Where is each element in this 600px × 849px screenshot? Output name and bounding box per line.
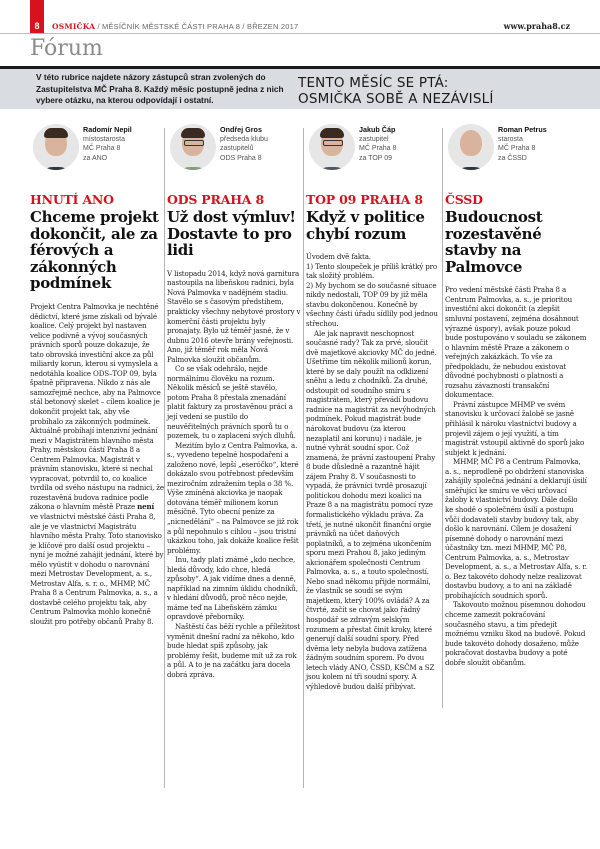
- article-paragraph: Ale jak napravit neschopnost současné rady? Tak za prvé, sloučit dvě majetkové akciovky MČ do jedné. Ušetříme tím několik milionů korun, které by se daly použít na odklizení sněhu a ledu z chodníků. Za druhé, odstoupit od soudního smíru s magistrátem, který převádí budovu radnice na magistrát za nevýhodných podmínek. Pokud magistrát bude nárokovat budovu (za kterou nezaplatil ani korunu) i nadále, je nutné vyhrát soudní spor. Což znamená, že právní zastoupení Prahy 8 bude důsledně a razantně hájit zájem Prahy 8. V současnosti to vypadá, že právníci tvrdě prosazují politickou dohodu mezi koalicí na Praze 8 a na magistrátu pomocí ryze formalistického výkladu práva. Za třetí, je nutné ukončit finanční orgie právníků na účet daňových poplatníků, a to zejména ukončením sporu mezi Prahou 8, jako jediným akcionářem společnosti Centrum Palmovka, a. s., a touto společností. Nebo snad někomu přijde normální, že vlastník se soudí se svým majetkem, který 100% ovládá? A za čtvrté, začít se chovat jako řádný hospodář se zdravým selským rozumem a přestat činit kroky, které generují další soudní spory. Před dvěma lety nebyla budova zatížena žádným soudním sporem. Po dvou letech vlády ANO, ČSSD, KSČM a SZ jsou kolem ní tři soudní spory. A výhledově budou další přibývat.: [306, 328, 437, 691]
- article-headline: Když v politice chybí rozum: [306, 208, 425, 243]
- author-role: ODS Praha 8: [220, 154, 262, 162]
- avatar: [33, 124, 79, 170]
- question-line-1: TENTO MĚSÍC SE PTÁ:: [298, 75, 449, 91]
- magazine-brand: OSMIČKA: [52, 22, 96, 31]
- author-name: Roman Petrus: [498, 125, 547, 134]
- author-role: MČ Praha 8: [83, 145, 121, 153]
- author-role: za TOP 09: [359, 154, 393, 162]
- question-line-2: OSMIČKA SOBĚ A NEZÁVISLÍ: [298, 91, 494, 107]
- author-name: Jakub Čáp: [359, 125, 396, 134]
- author-block: [30, 120, 164, 188]
- article-paragraph: Projekt Centra Palmovka je nechtěné dědictví, které jsme získali od bývalé koalice. Celý projekt byl nastaven velice podivně a vývoj současných právních sporů pouze dokazuje, že tato obrovská investiční akce za půl miliardy korun, kterou si vymyslela a nedotáhla koalice ODS–TOP 09, byla špatně připravena. Nikdo z nás ale samozřejmě nechce, aby na Palmovce stál betonový skelet – cílem koalice je dokončit projekt tak, aby vše probíhalo za zákonných podmínek. Aktuálně probíhají intenzivní jednání mezi v Magistrátem hlavního města Prahy, městskou částí Praha 8 a Centrem Palmovka. Magistrát v právním stanovisku, které si nechal vypracovat, potvrdil to, co koalice tvrdila od svého nástupu na radnici, že rozestavěná budova radnice podle zákona o hlavním městě Praze není ve vlastnictví městské části Praha 8, ale je ve vlastnictví Magistrátu hlavního města Prahy. Toto stanovisko je klíčové pro další osud projektu – nyní je možné zahájit jednání, které by mělo vyústit v dohodu o narovnání mezi Metrostav Development, a. s., Metrostav Alfa, s. r. o., MHMP, MČ Praha 8 a Centrum Palmovka, a. s., a dostavbě celého projektu tak, aby Centrum Palmovka mohlo konečně sloužit pro potřeby občanů Prahy 8.: [30, 301, 164, 627]
- article-paragraph: Úvodem dvě fakta.: [306, 252, 371, 262]
- article-body: [167, 269, 301, 680]
- running-title: / MĚSÍČNÍK MĚSTSKÉ ČÁSTI PRAHA 8 / BŘEZEN 2017: [95, 22, 299, 31]
- article-paragraph: 2) My bychom se do současné situace nikdy nedostali, TOP 09 by již měla stavbu dokončenou. Konečně by všechny části úřadu sídlily pod jednou střechou.: [306, 280, 438, 329]
- author-role: místostarosta: [83, 135, 126, 143]
- article-paragraph: Inu, tady platí známé „kdo nechce, hledá důvody, kdo chce, hledá způsoby“. A jak vidíme dnes a denně, například na zimním úklidu chodníků, v hledání důvodů, proč něco nejde, máme teď na Libeňském zámku opravdové přeborníky.: [167, 555, 298, 622]
- author-role: MČ Praha 8: [498, 145, 536, 153]
- column-divider: [303, 128, 304, 788]
- opinion-column-cssd: [445, 120, 587, 821]
- column-divider: [164, 128, 165, 788]
- article-headline: Už dost výmluv! Dostavte to pro lidi: [167, 208, 296, 260]
- article-body: [306, 252, 440, 691]
- author-block: [167, 120, 301, 188]
- page-number: 8: [30, 0, 44, 34]
- column-divider: [442, 128, 443, 708]
- party-label: HNUTÍ ANO: [30, 192, 114, 207]
- article-headline: Chceme projekt dokončit, ale za férových a zákonných podmínek: [30, 208, 159, 293]
- opinion-column-ods: [167, 120, 301, 821]
- article-headline: Budoucnost rozestavěné stavby na Palmovce: [445, 208, 543, 276]
- party-label: ODS PRAHA 8: [167, 192, 264, 207]
- monthly-question: [298, 75, 588, 107]
- author-role: předseda klubu: [220, 135, 268, 143]
- opinion-column-top09: [306, 120, 440, 821]
- article-paragraph: 1) Tento sloupeček je příliš krátký pro tak složitý problém.: [306, 261, 438, 281]
- party-label: ČSSD: [445, 192, 483, 207]
- article-body: [445, 285, 587, 667]
- article-paragraph: Co se však odehrálo, nejde normálnímu člověku na rozum. Několik měsíců se ještě stavělo, potom Praha 8 přestala znenadání platit faktury za prostavěnou práci a její vedení se pustilo do neuvěřitelných právních sporů tu o pozemek, tu o zaplacení svých dluhů.: [167, 364, 296, 441]
- site-url-link[interactable]: www.praha8.cz: [503, 21, 570, 31]
- author-block: [445, 120, 587, 188]
- party-label: TOP 09 PRAHA 8: [306, 192, 423, 207]
- article-paragraph: V listopadu 2014, když nová garnitura nastoupila na libeňskou radnici, byla Nová Palmovka v nadějném stadiu. Stavělo se s časovým předstihem, prakticky všechny nebytové prostory v komerční části projektu byly pronajaty. Bylo už téměř jasné, že v dubnu 2016 otevře brány veřejnosti. Ano, již téměř rok měla Nová Palmovka sloužit občanům.: [167, 268, 301, 364]
- section-title: Fórum: [30, 36, 103, 61]
- article-paragraph: Naštěstí čas běží rychle a příležitost vyměnit dnešní radní za někoho, kdo bude hledat spíš způsoby, jak problémy řešit, budeme mít už za rok a půl. A to je na začátku jara docela dobrá zpráva.: [167, 622, 300, 679]
- author-role: zastupitelů: [220, 145, 254, 153]
- opinion-column-ano: [30, 120, 164, 821]
- banner-intro-text: V této rubrice najdete názory zástupců stran zvolených do Zastupitelstva MČ Praha 8. Každý měsíc postupně jedna z nich vybere otázku, na kterou odpovídají i ostatní.: [36, 72, 284, 105]
- emphasis: není: [137, 502, 155, 512]
- author-name: Ondřej Gros: [220, 125, 262, 134]
- article-paragraph: MHMP, MČ P8 a Centrum Palmovka, a. s., neprodleně po obdržení stanoviska zahájily společná jednání a deklarují úsilí směřující ke smíru ve věci určovací žaloby k vlastnictví budovy. Dále došlo ke shodě o společném úsilí a postupu vůči dodavateli stavby budovy tak, aby došlo k narovnání. Cílem je dosažení písemné dohody o narovnání mezi účastníky tzn. mezi MHMP, MČ P8, Centrum Palmovka, a. s., Metrostav Development, a. s., a Metrostav Alfa, s. r. o. Bez takovéto dohody nelze realizovat dostavbu budovy, a to ani na základě probíhajících soudních sporů.: [445, 457, 587, 600]
- avatar: [170, 124, 216, 170]
- author-role: MČ Praha 8: [359, 145, 397, 153]
- author-block: [306, 120, 440, 188]
- author-name: Radomír Nepil: [83, 125, 132, 134]
- article-paragraph: Právní zástupce MHMP ve svém stanovisku k určovací žalobě se jasně přihlásil k nároku vlastnictví budovy a projevil zájem o její využití, a tím magistrát vstoupil aktivně do sporů jako subjekt k jednání.: [445, 399, 585, 457]
- header-divider: [0, 33, 600, 34]
- author-role: za ANO: [83, 154, 108, 162]
- article-paragraph: Pro vedení městské části Praha 8 a Centrum Palmovka, a. s., je prioritou investiční akci dokončit (a zlepšit smluvní postavení, zejména dosáhnout výrazné úspory), avšak pouze pokud bude postupováno v souladu se zákonem o hlavním městě Praze a zákonem o veřejných zakázkách. To vše za předpokladu, že nebudou existovat důvodné pochybnosti o platnosti a rozsahu závaznosti transakční dokumentace.: [445, 285, 587, 400]
- author-role: starosta: [498, 135, 523, 143]
- author-role: za ČSSD: [498, 154, 527, 162]
- article-paragraph: Takovouto možnou písemnou dohodou chceme zamezit pokračování současného stavu, a tím předejít možnému vzniku škod na budově. Pokud bude takovéto dohody dosaženo, může pokračovat dostavba budovy a poté dobře sloužit občanům.: [445, 600, 586, 667]
- article-paragraph: Mezitím bylo z Centra Palmovka, a. s., vyvedeno tepelné hospodaření a založeno nové, lepší „eseróčko“, které dokázalo svou potřebnost především meziročním zdražením tepla o 38 %. Výše zmíněná akciovka je naopak dotována téměř milionem korun měsíčně. Tyto obecní peníze za „nicnedělání“ – na Palmovce se již rok a půl nepohnulo s cihlou – jsou tristní ukázkou toho, jak dokáže koalice řešit problémy.: [167, 440, 299, 555]
- author-role: zastupitel: [359, 135, 389, 143]
- avatar: [448, 124, 494, 170]
- article-body: [30, 302, 164, 627]
- avatar: [309, 124, 355, 170]
